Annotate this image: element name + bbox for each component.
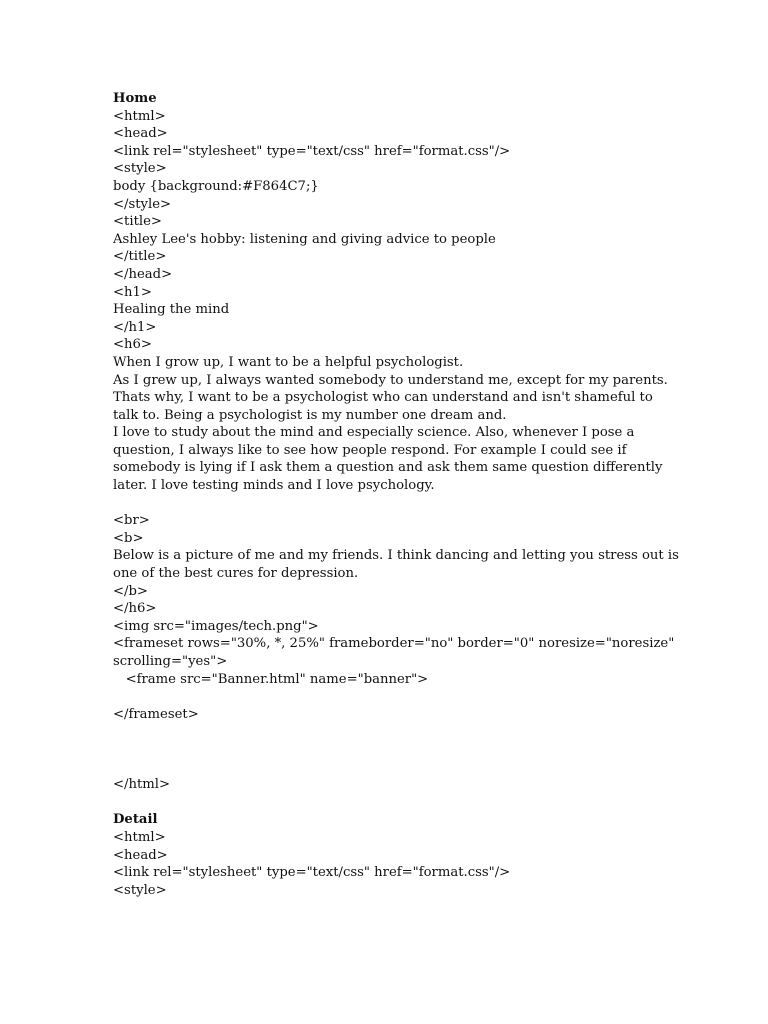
code-line: Healing the mind [113, 302, 230, 318]
code-line: I love to study about the mind and especially science. Also, whenever I pose a [113, 425, 635, 441]
code-line: later. I love testing minds and I love psychology. [113, 478, 435, 494]
code-line: <frame src="Banner.html" name="banner"> [113, 671, 429, 687]
code-line: <head> [113, 126, 168, 142]
code-line: </frameset> [113, 706, 199, 722]
code-line: </html> [113, 777, 171, 793]
code-line: </b> [113, 583, 148, 599]
code-line: talk to. Being a psychologist is my number one dream and. [113, 407, 507, 423]
code-line: </style> [113, 196, 172, 212]
code-line: <h1> [113, 284, 152, 300]
code-line: <style> [113, 882, 167, 898]
code-line: </head> [113, 266, 173, 282]
code-line [113, 759, 673, 777]
code-line [113, 741, 673, 759]
code-line: </title> [113, 249, 167, 265]
code-line: <style> [113, 161, 167, 177]
code-line: question, I always like to see how people respond. For example I could see if [113, 442, 627, 458]
code-line: <link rel="stylesheet" type="text/css" href="format.css"/> [113, 143, 511, 159]
section-heading: Detail [113, 812, 158, 828]
code-line: <html> [113, 108, 166, 124]
code-line [113, 495, 673, 513]
code-line: <title> [113, 214, 162, 230]
code-line: Below is a picture of me and my friends. I think dancing and letting you stress out is [113, 548, 679, 564]
code-line: scrolling="yes"> [113, 654, 228, 669]
code-line: <h6> [113, 337, 152, 353]
code-line: When I grow up, I want to be a helpful psychologist. [113, 354, 464, 370]
code-line: </h1> [113, 319, 157, 335]
code-line: <head> [113, 847, 168, 863]
code-line: </h6> [113, 601, 157, 617]
code-line: Ashley Lee's hobby: listening and giving advice to people [113, 231, 496, 247]
code-line: <br> [113, 513, 150, 529]
code-line: Thats why, I want to be a psychologist who can understand and isn't shameful to [113, 390, 653, 406]
code-line: <img src="images/tech.png"> [113, 618, 319, 634]
code-line: As I grew up, I always wanted somebody to understand me, except for my parents. [113, 372, 668, 388]
code-line: somebody is lying if I ask them a question and ask them same question differently [113, 460, 663, 476]
code-line [113, 794, 673, 812]
code-line: body {background:#F864C7;} [113, 178, 319, 194]
code-line: one of the best cures for depression. [113, 566, 359, 582]
code-line: <html> [113, 829, 166, 845]
section-heading: Home [113, 91, 157, 106]
code-line: <frameset rows="30%, *, 25%" frameborder="no" border="0" noresize="noresize" [113, 636, 675, 652]
code-line [113, 723, 673, 741]
code-line: <link rel="stylesheet" type="text/css" href="format.css"/> [113, 865, 511, 881]
document-body [113, 90, 679, 899]
code-line: <b> [113, 530, 144, 546]
code-line [113, 688, 673, 706]
